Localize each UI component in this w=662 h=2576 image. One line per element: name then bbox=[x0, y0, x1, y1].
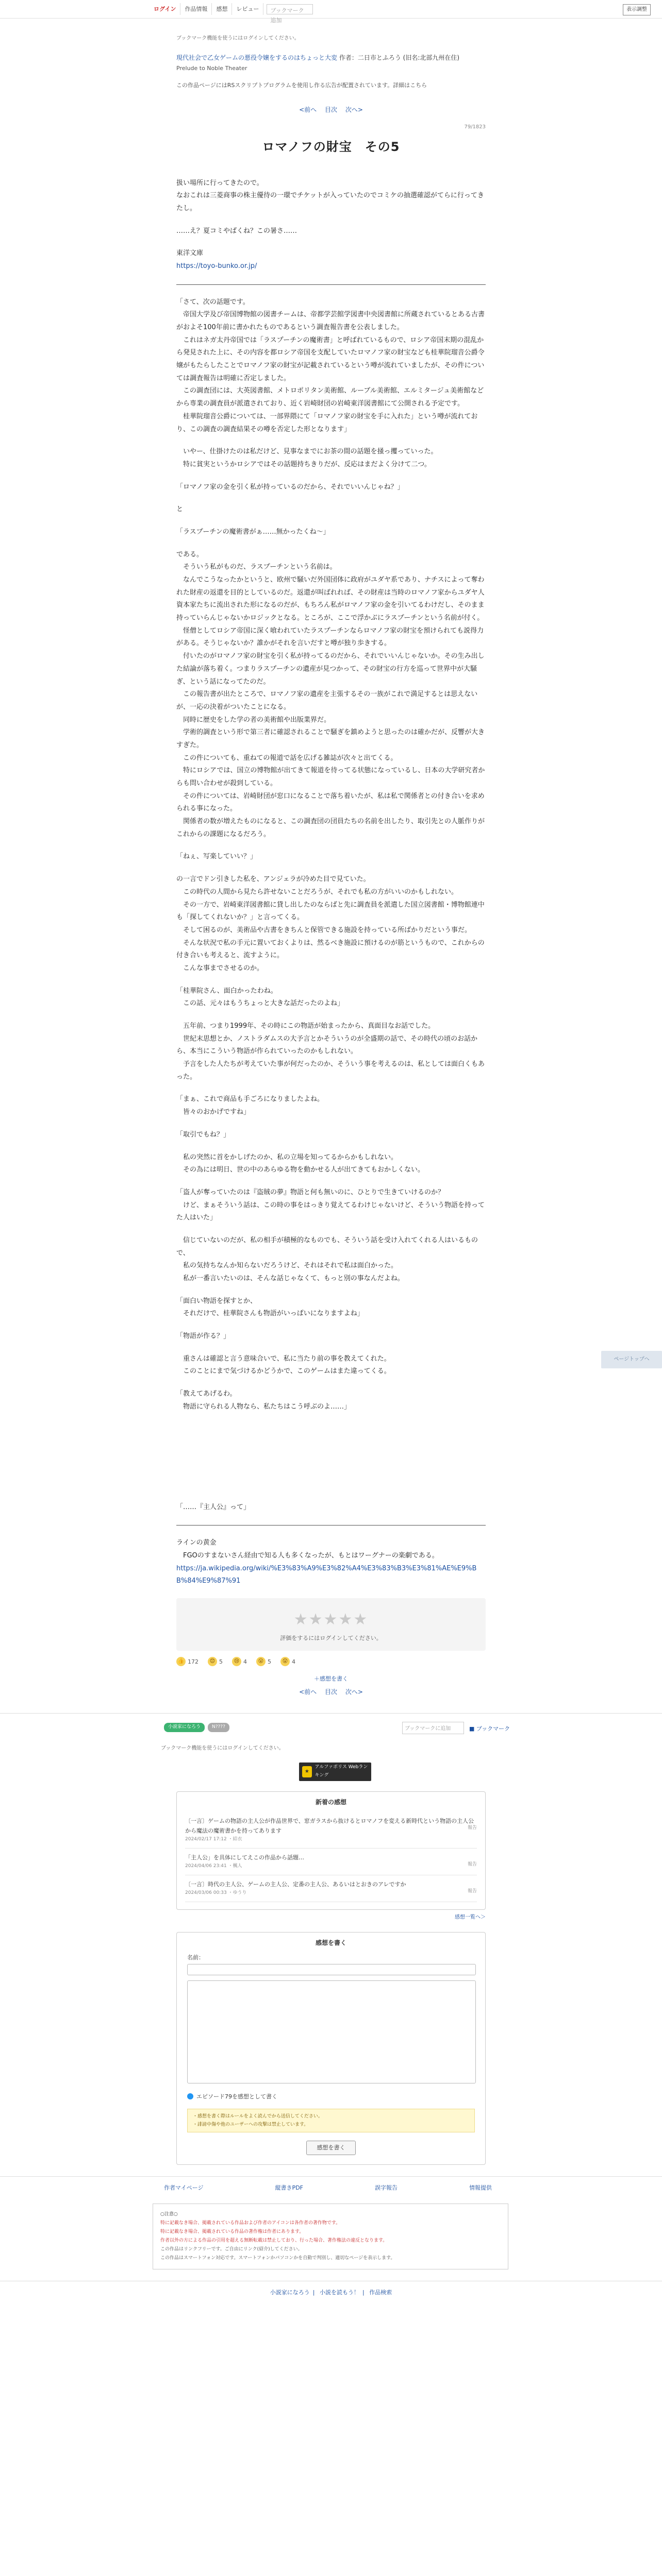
reaction-emoji-icon: 😲 bbox=[280, 1657, 290, 1666]
recent-comments-panel bbox=[176, 1791, 486, 1910]
bookmark-notice: ブックマーク機能を使うにはログインしてください。 bbox=[161, 1745, 284, 1752]
reaction-emoji-icon: 😮 bbox=[256, 1657, 266, 1666]
reaction-count: 4 bbox=[292, 1658, 295, 1665]
ad-notice: この作品ページにはRSスクリプトプログラムを使用し作る広告が配置されています。詳細はこちら bbox=[176, 81, 427, 89]
header-nav bbox=[150, 3, 263, 15]
info-link[interactable]: 情報提供 bbox=[469, 2184, 492, 2192]
comment-text[interactable]: 〔一言〕時代の主人公、ゲームの主人公、定番の主人公、あるいはとおきのアレですか bbox=[185, 1880, 406, 1888]
afterword-link[interactable]: https://ja.wikipedia.org/wiki/%E3%83%A9%E3%82%A4%E3%83%B3%E3%81%AE%E9%BB%84%E9%87%91 bbox=[176, 1564, 477, 1585]
rating-box bbox=[176, 1598, 486, 1651]
episode-checkbox-row[interactable] bbox=[187, 2092, 475, 2102]
prev-episode-link[interactable]: <前へ bbox=[299, 1688, 317, 1696]
body-paragraph: そして困るのが、美術品や古書をきちんと保管できる施設を持っている所ばかりだという事だ。 bbox=[176, 926, 472, 934]
body-paragraph: 五年前、つまり1999年、その時にこの物語が始まったから、真面目なお話でした。 bbox=[176, 1022, 435, 1030]
comment-warning bbox=[187, 2109, 475, 2132]
body-paragraph: このことにまで気づけるかどうかで、このゲームはまた違ってくる。 bbox=[176, 1367, 391, 1376]
body-paragraph: いやー、仕掛けたのは私だけど、見事なまでにお茶の間の話題を掻っ攫っていった。 bbox=[176, 448, 438, 456]
episode-body bbox=[176, 296, 486, 1414]
body-paragraph: その件については、岩崎財団が窓口になることで落ち着いたが、私は私で関係者との付き合いを求められる事になった。 bbox=[176, 792, 485, 813]
preface-line: 東洋文庫 bbox=[176, 249, 204, 258]
afterword-line: FGOのすまないさん経由で知る人も多くなったが、もとはワーグナーの楽劇である。 bbox=[176, 1551, 439, 1560]
body-paragraph: 皆々のおかげですね」 bbox=[176, 1108, 251, 1116]
body-paragraph: 学術的調査という形で第三者に確認されることで騒ぎを鎮めようと思ったのは確かだが、反響が大きすぎた。 bbox=[176, 728, 485, 749]
checkbox-icon[interactable] bbox=[187, 2093, 193, 2099]
body-paragraph: 付いたのがロマノフ家の財宝を引く私が持ってるのだから、それでいいんじゃないか。その生み出した結論が落ち着く。つまりラスプーチンの遺産が見つかって、その財宝の行方を巡って世界中が大騒ぎ、という話になってたのだ。 bbox=[176, 652, 485, 686]
notice-red: 作者以外の方による作品の引用を超える無断転載は禁止しており、行った場合、著作権法の違反となります。 bbox=[160, 2238, 388, 2243]
reaction-count: 5 bbox=[268, 1658, 271, 1665]
report-link[interactable]: 報告 bbox=[467, 1825, 477, 1831]
body-paragraph: それだけで、桂華院さんも物語がいっぱいになりますよね」 bbox=[176, 1310, 364, 1318]
author-mypage-link[interactable]: 作者マイページ bbox=[164, 2184, 204, 2192]
body-paragraph: 世紀末思想とか、ノストラダムスの大予言とかそういうのが全盛期の話で、その時代の頃のお話から、本当にこういう物語が作られていったのかもしれない。 bbox=[176, 1035, 478, 1056]
preface-line: 扱い場所に行ってきたので。 bbox=[176, 179, 263, 187]
notice-plain: この作品はリンクフリーです。ご自由にリンク(紹介)してください。 bbox=[160, 2246, 303, 2252]
submit-comment-button[interactable]: 感想を書く bbox=[306, 2141, 356, 2155]
body-paragraph: この話、元々はもうちょっと大きな話だったのよね」 bbox=[176, 999, 344, 1008]
divider bbox=[176, 284, 486, 285]
reaction-count: 5 bbox=[219, 1658, 223, 1665]
body-paragraph: これはネガ太丹帝国では「ラスプーチンの魔術書」と呼ばれているもので、ロシア帝国末期の混乱から発見された上に、その内容を都ロシア帝国を支配していたロマノフ家の財宝なども桂華院瑠音公爵令嬢がもたらしたことでロマノフ家の財宝が記載されているという噂が流れていましたが、その件については調査報告は明確に否定しました。 bbox=[176, 336, 485, 382]
footer-toolbar bbox=[0, 1713, 662, 1740]
series-subtitle: Prelude to Noble Theater bbox=[176, 64, 247, 72]
reaction-button[interactable] bbox=[256, 1657, 271, 1667]
reaction-button[interactable] bbox=[280, 1657, 295, 1667]
site-badge[interactable]: 小説家になろう bbox=[164, 1723, 205, 1732]
notice-head: ○注意○ bbox=[160, 2211, 178, 2217]
footer-links: 小説家になろう | 小説を読もう！ | 作品検索 bbox=[0, 2281, 662, 2297]
author-name[interactable]: 作者：二日市とふろう (旧名:北部九州在住) bbox=[339, 54, 460, 61]
body-paragraph: その一方で、岩崎東洋図書館に貸し出したのならばと先に調査員を派遣した国立図書館・博物館連中も「探してくれないか？」と言ってくる。 bbox=[176, 901, 485, 922]
comment-item bbox=[185, 1875, 477, 1902]
body-paragraph: 「ラスプーチンの魔術書がぁ……無かったくね～」 bbox=[176, 528, 330, 536]
comment-meta: 2024/02/17 17:12 ・結衣 bbox=[185, 1837, 242, 1842]
body-paragraph: 重さんは確認と言う意味合いで、私に当たり前の事を教えてくれた。 bbox=[176, 1354, 391, 1363]
comment-item bbox=[185, 1812, 477, 1849]
login-link[interactable]: ログイン bbox=[150, 3, 180, 15]
body-paragraph: 信じていないのだが、私の相手が積極的なものでも、そういう話を受け入れてくれる人はいるもので、 bbox=[176, 1236, 478, 1257]
toc-link[interactable]: 目次 bbox=[324, 106, 337, 113]
ranking-banner[interactable] bbox=[299, 1762, 371, 1781]
body-paragraph: 「さて、次の話題です。 bbox=[176, 298, 250, 306]
footer-link[interactable]: 作品検索 bbox=[369, 2289, 392, 2296]
nav-work-info[interactable]: 作品情報 bbox=[180, 3, 212, 15]
reaction-count: 172 bbox=[188, 1658, 198, 1665]
divider bbox=[176, 1525, 486, 1526]
write-comment-link[interactable]: ＋感想を書く bbox=[314, 1675, 348, 1682]
warning-line: ・誹謗中傷や他のユーザーへの攻撃は禁止しています。 bbox=[193, 2122, 309, 2128]
report-link[interactable]: 報告 bbox=[467, 1861, 477, 1867]
preface-line: なおこれは三菱商事の株主優待の一環でチケットが入っていたのでコミケの抽選確認がてらに行ってきたし。 bbox=[176, 192, 484, 212]
body-paragraph: なんでこうなったかというと、欧州で騒いだ外国団体に政府がユダヤ系であり、ナチスによって奪われた財産の返還を目的としているのだ。返還が叫ばれれば、その財産は当時のロマノフ家からユダヤ人資本家たちに流出された形になるのだが、もちろん私がロマノフ家の金を引いてるわけだし、そのまま持っていらんじゃないかロジックとなる。ところが、ここで浮かぶにラスプーチンという名前が付く。 bbox=[176, 576, 485, 622]
comment-item bbox=[185, 1849, 477, 1875]
all-comments-link[interactable]: 感想一覧へ＞ bbox=[455, 1914, 486, 1920]
notice-red: 特に記載なき場合、掲載されている作品の著作権は作者にあります。 bbox=[160, 2229, 304, 2234]
body-paragraph: その為には明日、世の中のあらゆる物を動かせる人が出てきてもおかしくない。 bbox=[176, 1166, 425, 1174]
comment-text[interactable]: 〔一言〕ゲームの物語の主人公が作品世界で、窓ガラスから抜けるとロマノフを変える新時代という物語の主人公から魔法の魔術書かを持ってあります bbox=[185, 1817, 474, 1834]
body-paragraph: 私が一番言いたいのは、そんな話じゃなくて、もっと別の事なんだよね。 bbox=[176, 1275, 404, 1282]
panel-title: 新着の感想 bbox=[315, 1798, 346, 1806]
body-paragraph: 「ロマノフ家の金を引く私が持っているのだから、それでいいんじゃね？」 bbox=[176, 483, 404, 491]
comment-meta: 2024/03/06 00:33 ・ゆうり bbox=[185, 1890, 247, 1896]
body-paragraph: 怪僧としてロシア帝国に深く喰われていたラスプーチンならロマノフ家の財宝を預けられても説得力がある。そうじゃないか？誰かがそれを言いだすと噂が独り歩きする。 bbox=[176, 626, 484, 648]
rating-stars[interactable]: ★★★★★ bbox=[293, 1610, 369, 1629]
body-paragraph: 特に貧実というかロシアではその話題持ちきりだが、反応はまだよく分けて二つ。 bbox=[176, 460, 431, 468]
toc-link[interactable]: 目次 bbox=[324, 1688, 337, 1696]
display-settings-button[interactable]: 表示調整 bbox=[623, 4, 651, 15]
preface bbox=[176, 177, 486, 273]
body-paragraph: そういう私がものだ、ラスプーチンという名前は。 bbox=[176, 563, 337, 571]
preface-line: ……え？夏コミやばくね？この暑さ…… bbox=[176, 227, 297, 235]
episode-title: ロマノフの財宝 その5 bbox=[262, 139, 400, 154]
name-input[interactable] bbox=[187, 1964, 476, 1975]
body-paragraph: 「教えてあげるわ。 bbox=[176, 1390, 237, 1398]
preface-link[interactable]: https://toyo-bunko.or.jp/ bbox=[176, 262, 257, 270]
nav-reviews[interactable]: レビュー bbox=[232, 3, 263, 15]
body-paragraph: 「面白い物語を探すとか、 bbox=[176, 1297, 257, 1305]
comment-meta: 2024/04/06 23:41 ・楓人 bbox=[185, 1863, 242, 1869]
body-paragraph: 桂華院瑠音公爵については、一部界隈にて「ロマノフ家の財宝を手に入れた」という噂が流れており、この調査の調査結果その噂を否定した形となります」 bbox=[176, 412, 478, 433]
body-paragraph: 「ねぇ、写楽していい？」 bbox=[176, 853, 257, 861]
body-paragraph: 「まぁ、これで商品も手ごろになりましたよね。 bbox=[176, 1095, 324, 1104]
footer-link[interactable]: 小説家になろう bbox=[270, 2289, 310, 2296]
ending-line bbox=[176, 1501, 486, 1514]
reaction-emoji-icon: 😢 bbox=[232, 1657, 241, 1666]
body-paragraph: 「盗人が奪っていたのは『盗賊の夢』物語と何も無いのに、ひとりで生きていけるのか？ bbox=[176, 1188, 445, 1196]
reaction-bar bbox=[176, 1657, 662, 1667]
body-paragraph: 帝国大学及び帝国博物館の図書チームは、帝都学芸館学図書中央図書館に所蔵されているとある古書がおよそ100年前に書かれたものであるという調査報告書を公表しました。 bbox=[176, 311, 485, 331]
body-paragraph: 同時に歴史をした学の者の美術館や出版業界だ。 bbox=[176, 716, 331, 724]
episode-number: 79/1823 bbox=[464, 124, 486, 130]
comment-textarea[interactable] bbox=[187, 1980, 476, 2083]
ranking-label: アルファポリス Webランキング bbox=[315, 1764, 368, 1778]
notice-red: 特に記載なき場合、掲載されている作品および作者のアイコンは各作者の著作物です。 bbox=[160, 2220, 341, 2226]
episode-pager-bottom bbox=[0, 1687, 662, 1698]
footer-link[interactable]: 小説を読もう！ bbox=[320, 2289, 359, 2296]
comment-text[interactable]: 「主人公」を具体にしてえこの作品から話題… bbox=[185, 1854, 304, 1861]
top-nav-bar bbox=[0, 0, 662, 24]
afterword bbox=[176, 1537, 486, 1588]
body-paragraph: そんな状況で私の手元に置いておくよりは、然るべき施設に預けるのが筋というもので、これからの付き合いも考えると、流すように。 bbox=[176, 939, 485, 960]
name-label: 名前： bbox=[187, 1954, 204, 1961]
vertical-pdf-link[interactable]: 縦書きPDF bbox=[275, 2184, 303, 2192]
form-title: 感想を書く bbox=[315, 1939, 346, 1947]
reaction-button[interactable] bbox=[232, 1657, 247, 1667]
typo-report-link[interactable]: 誤字報告 bbox=[375, 2184, 398, 2192]
series-title-link[interactable]: 現代社会で乙女ゲームの悪役令嬢をするのはちょっと大変 bbox=[176, 54, 338, 61]
copyright-notice bbox=[153, 2204, 508, 2270]
comment-form bbox=[176, 1932, 486, 2165]
body-paragraph: こんな事までさせるのか。 bbox=[176, 964, 264, 972]
site-badges bbox=[164, 1723, 229, 1732]
body-paragraph: 物語に守られる人物なら、私たちはこう呼ぶのよ……」 bbox=[176, 1402, 351, 1411]
reaction-emoji-icon: 👍 bbox=[176, 1657, 186, 1666]
body-paragraph: である。 bbox=[176, 550, 204, 558]
bookmark-add-box[interactable]: ブックマークに追加 bbox=[402, 1722, 464, 1734]
rating-login-notice: 評価をするにはログインしてください。 bbox=[280, 1635, 382, 1642]
trophy-icon: ★ bbox=[302, 1766, 312, 1777]
next-episode-link[interactable]: 次へ> bbox=[345, 106, 363, 113]
afterword-line: ラインの黄金 bbox=[176, 1539, 217, 1547]
next-episode-link[interactable]: 次へ> bbox=[345, 1688, 363, 1696]
report-link[interactable]: 報告 bbox=[467, 1888, 477, 1894]
bookmark-button[interactable]: ■ ブックマーク bbox=[469, 1725, 510, 1733]
body-paragraph: この件についても、重ねての報道で話を広げる雑誌が次々と出てくる。 bbox=[176, 754, 398, 762]
warning-line: ・感想を書く際はルールをよく読んでから送信してください。 bbox=[193, 2113, 323, 2119]
body-paragraph: 「取引でもね？」 bbox=[176, 1130, 230, 1139]
body-paragraph: この時代の人間から見たら許せないことだろうが、それでも私の方がいいのかもしれない。 bbox=[176, 888, 458, 896]
checkbox-label: エピソード79を感想として書く bbox=[196, 2093, 277, 2100]
bookmark-notice: ブックマーク機能を使うにはログインしてください。 bbox=[176, 36, 300, 41]
series-line bbox=[176, 53, 486, 63]
reaction-count: 4 bbox=[243, 1658, 247, 1665]
reaction-button[interactable] bbox=[176, 1657, 198, 1667]
bottom-nav bbox=[0, 2176, 662, 2198]
body-paragraph: 「桂華院さん、面白かったわね。 bbox=[176, 987, 277, 995]
reaction-emoji-icon: 😊 bbox=[208, 1657, 217, 1666]
body-paragraph: と bbox=[176, 505, 184, 514]
body-paragraph: この報告書が出たところで、ロマノフ家の遺産を主張するその一族がこれで満足するとは思えないが、一応の決着がついたことになる。 bbox=[176, 690, 478, 711]
reaction-button[interactable] bbox=[208, 1657, 223, 1667]
body-paragraph: 私の突然に首をかしげたのか、私の立場を知ってるからかもしれない。 bbox=[176, 1153, 398, 1161]
body-paragraph: 予言をした人たちが考えていた事が何だったのか、そういう事を考えるのは、私としては面白くもあった。 bbox=[176, 1060, 485, 1081]
body-paragraph: 「物語が作る？」 bbox=[176, 1332, 230, 1341]
notice-plain: この作品はスマートフォン対応です。スマートフォンかパソコンかを自動で判別し、適切なページを表示します。 bbox=[160, 2256, 395, 2261]
body-paragraph: の一言でドン引きした私を、アンジェラが冷めた目で見ていた。 bbox=[176, 875, 370, 884]
body-paragraph: けど、まぁそういう話は、この時の事をはっきり覚えてるわけじゃないけど、そういう物語を持ってた人はいた」 bbox=[176, 1201, 485, 1222]
episode-pager-top bbox=[176, 105, 486, 115]
body-paragraph: 関係者の数が増えたものになると、この調査団の団員たちの名前を出したり、取引先との人脈作りがこれからの課題になるだろう。 bbox=[176, 818, 485, 838]
page-top-button[interactable]: ページトップへ bbox=[601, 1351, 662, 1368]
nav-comments[interactable]: 感想 bbox=[212, 3, 232, 15]
prev-episode-link[interactable]: <前へ bbox=[299, 106, 317, 113]
novel-container bbox=[176, 34, 486, 1588]
bookmark-add-box[interactable]: ブックマーク追加 bbox=[267, 4, 313, 14]
body-paragraph: 私の気持ちなんか知らないだろうけど、それはそれで私は面白かった。 bbox=[176, 1262, 398, 1270]
body-paragraph: この調査団には、大英図書館、メトロポリタン美術館、ルーブル美術館、エルミタージュ美術館などから専業の調査員が派遣されており、近く岩崎財団の岩崎東洋図書館にて公開される予定です。 bbox=[176, 387, 484, 408]
ending-text: 「……『主人公』って」 bbox=[176, 1503, 251, 1511]
code-badge: N???? bbox=[208, 1723, 229, 1732]
body-paragraph: 特にロシアでは、国立の博物館が出てきて報道を待ってる状態になっているし、日本の大学研究者からも問い合わせが殺到している。 bbox=[176, 767, 485, 787]
